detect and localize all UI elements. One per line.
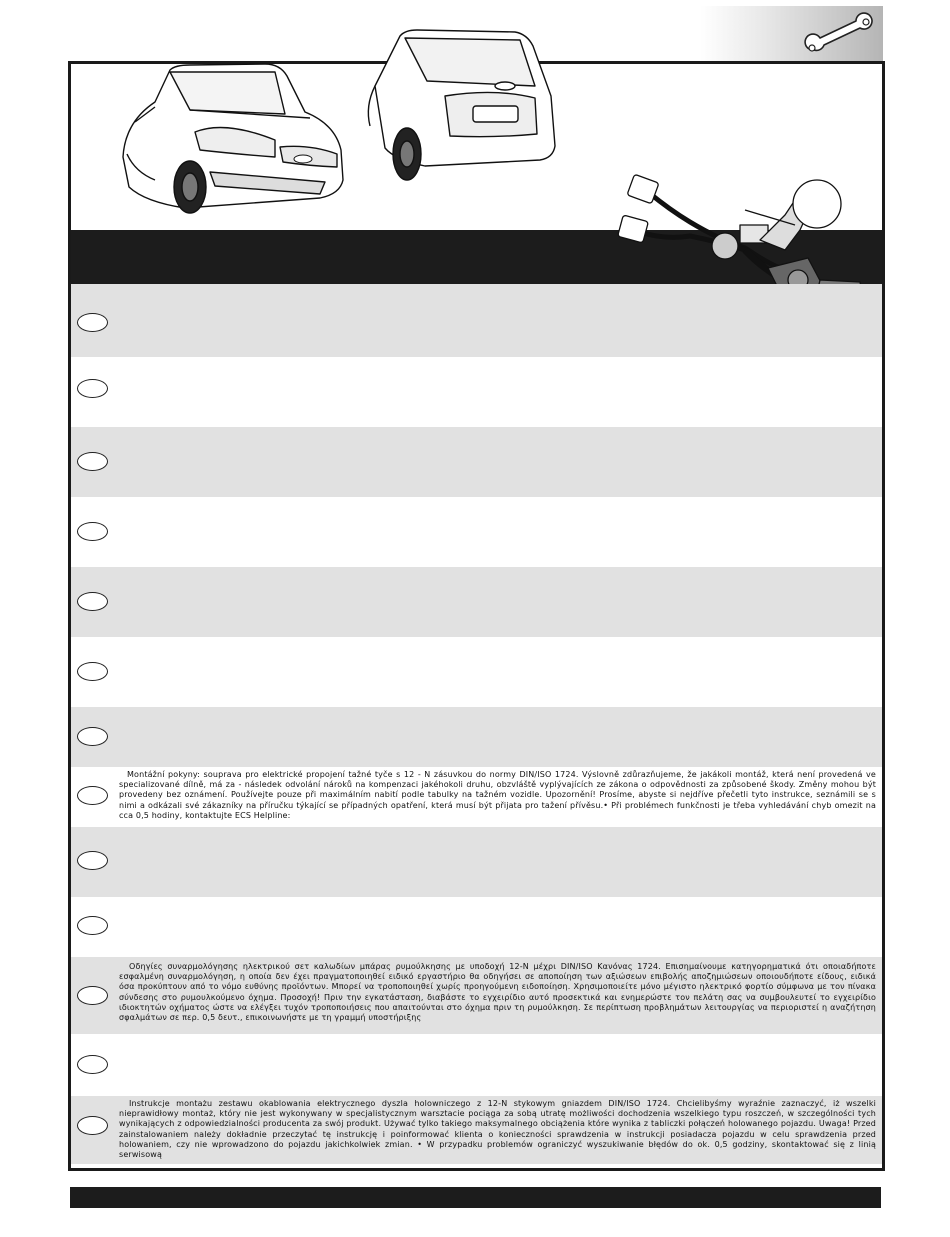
language-row-polish [71,1096,882,1164]
czech-instructions: Montážní pokyny: souprava pro elektrické propojení tažné tyče s 12 - N zásuvkou do normy DIN/ISO 1724. Výslovně zdůrazňujeme, že jakákoli montáž, která není provedená ve specializované dílně, má za - následek odvolání nároků na kompenzaci jakéhokoli druhu, obzvláště vyplývajících ze zákona o odpovědnosti za způsobené škody. Změny mohou být provedeny bez oznámení. Používejte pouze při maximálním nabití podle tabulky na tažném vozidle. Upozornění! Prosíme, abyste si nejdříve přečetli tyto instrukce, seznámili se s nimi a odkázali své zákazníky na příručku týkající se případných opatření, která musí být přijata pro tažení přívěsu.• Při problémech funkčnosti je třeba vyhledávání chyb omezit na cca 0,5 hodiny, kontaktujte ECS Helpline: [119,770,876,820]
language-flag-placeholder-icon [77,1055,108,1074]
greek-instructions: Οδηγίες συναρμολόγησης ηλεκτρικού σετ καλωδίων μπάρας ρυμούλκησης με υποδοχή 12-N μέχρι DIN/ISO Κανόνας 1724. Επισημαίνουμε κατηγορηματικά ότι οποιαδήποτε εσφαλμένη συναρμολόγηση, η οποία δεν έχει πραγματοποιηθεί ειδικό εργαστήριο θα οδηγήσει σε αποποίηση των αξιώσεων επιβολής αποζημιώσεων οποιουδήποτε είδους, ειδικά όσα προκύπτουν από το νόμο ευθύνης προϊόντων. Μπορεί να τροποποιηθεί χωρίς προηγούμενη ειδοποίηση. Χρησιμοποιείτε μόνο μέγιστο ηλεκτρικό φορτίο σύμφωνα με τον πίνακα σύνδεσης στο ρυμουλκούμενο όχημα. Προσοχή! Πριν την εγκατάσταση, διαβάστε το εγχειρίδιο αυτό προσεκτικά και ενημερώστε τον πελάτη σας να συμβουλευτεί το εγχειρίδιο ιδιοκτητών οχήματος ώστε να ελέγξει τυχόν τροποποιήσεις που απαιτούνται στο όχημα πριν τη ρυμούλκηση. Σε περίπτωση προβλημάτων λειτουργίας να περιοριστεί η αναζήτηση σφαλμάτων σε περ. 0,5 δευτ., επικοινωνήστε με τη γραμμή υποστήριξης [119,962,876,1023]
language-row-5 [71,567,882,637]
language-flag-placeholder-icon [77,313,108,332]
language-row-10 [71,897,882,957]
language-row-6 [71,637,882,707]
language-row-7 [71,707,882,767]
wrench-icon [800,10,880,60]
language-row-1 [71,284,882,357]
language-flag-placeholder-icon [77,592,108,611]
language-row-czech [71,767,882,827]
language-flag-placeholder-icon [77,986,108,1005]
car-rear-illustration [355,26,560,188]
language-flag-placeholder-icon [77,379,108,398]
language-row-2 [71,357,882,427]
language-row-4 [71,497,882,567]
language-row-3 [71,427,882,497]
car-front-illustration [115,62,350,217]
language-row-12 [71,1034,882,1096]
footer-bar [70,1187,881,1208]
language-flag-placeholder-icon [77,727,108,746]
language-row-greek [71,957,882,1034]
language-flag-placeholder-icon [77,786,108,805]
language-flag-placeholder-icon [77,452,108,471]
language-flag-placeholder-icon [77,522,108,541]
language-row-9 [71,827,882,897]
language-flag-placeholder-icon [77,916,108,935]
language-flag-placeholder-icon [77,662,108,681]
polish-instructions: Instrukcje montażu zestawu okablowania elektrycznego dyszla holowniczego z 12-N stykowym gniazdem DIN/ISO 1724. Chcielibyśmy wyraźnie zaznaczyć, iż wszelki nieprawidłowy montaż, który nie jest wykonywany w specjalistycznym warsztacie pociąga za sobą utratę możliwości dochodzenia wszelkiego typu roszczeń, w szczególności tych wynikających z odpowiedzialności producenta za swój produkt. Używać tylko takiego maksymalnego obciążenia które wynika z tabliczki połączeń holowanego pojazdu. Uwaga! Przed zainstalowaniem należy dokładnie przeczytać tę instrukcję i poinformować klienta o konieczności sprawdzenia w instrukcji posiadacza pojazdu w celu sprawdzenia przed holowaniem, czy nie wprowadzono do pojazdu jakichkolwiek zmian. • W przypadku problemów ograniczyć wyszukiwanie błędów do ok. 0,5 godziny, skontaktować się z linią serwisową [119,1099,876,1160]
language-flag-placeholder-icon [77,851,108,870]
language-flag-placeholder-icon [77,1116,108,1135]
